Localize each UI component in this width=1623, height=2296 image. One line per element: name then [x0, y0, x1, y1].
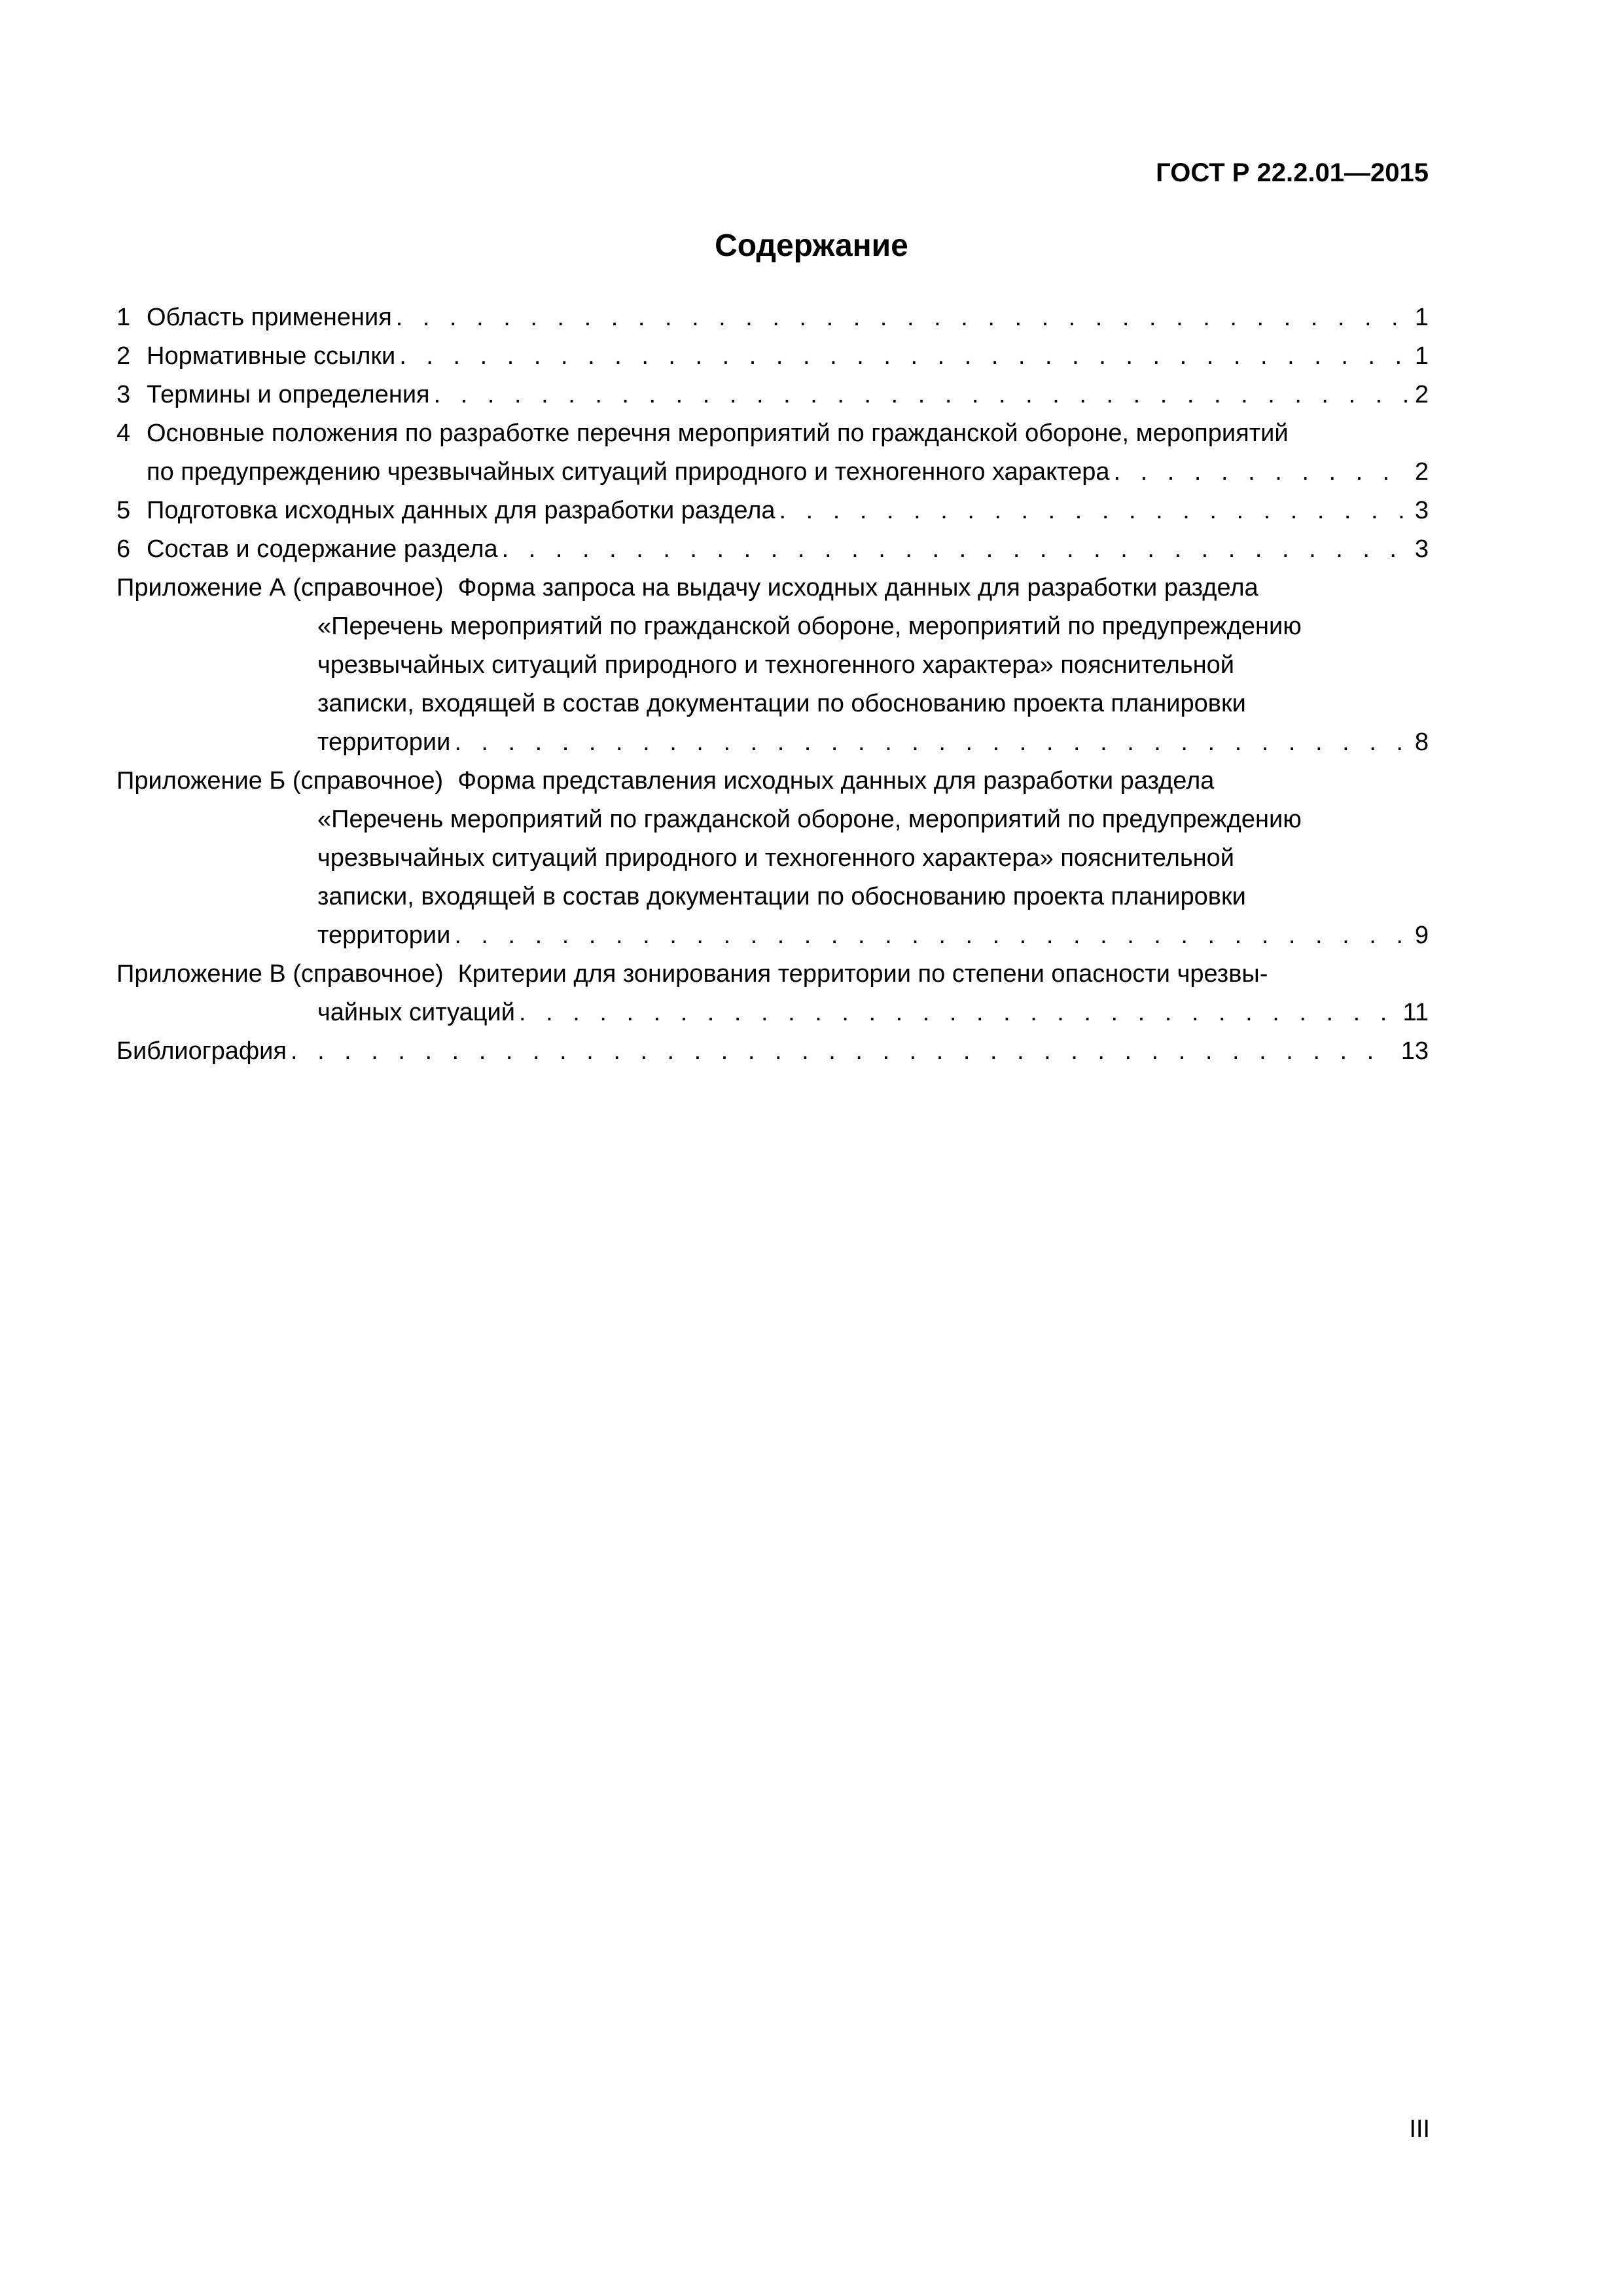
toc-entry-page: 1 [1414, 304, 1429, 331]
toc-entry-number: 1 [116, 304, 131, 331]
appendix-title-continued: территории [317, 728, 451, 756]
toc-entry-title: Состав и содержание раздела [147, 535, 498, 563]
toc-title: Содержание [715, 228, 908, 263]
appendix-title: Форма запроса на выдачу исходных данных для разработки раздела [457, 574, 1258, 601]
toc-entry-5[interactable] [116, 492, 1429, 530]
toc-entry-page: 3 [1414, 535, 1429, 563]
toc-entry-title-continued: по предупреждению чрезвычайных ситуаций природного и техногенного характера [147, 458, 1110, 486]
toc-entry-page: 2 [1414, 458, 1429, 486]
appendix-title-continued: чайных ситуаций [317, 999, 515, 1026]
appendix-title-continued: чрезвычайных ситуаций природного и техногенного характера» пояснительной [317, 651, 1235, 679]
appendix-title-continued: «Перечень мероприятий по гражданской обороне, мероприятий по предупреждению [317, 806, 1302, 833]
toc-entry-title: Подготовка исходных данных для разработки раздела [147, 497, 776, 524]
appendix-title-continued: «Перечень мероприятий по гражданской обороне, мероприятий по предупреждению [317, 613, 1302, 640]
page-number: III [1409, 2115, 1430, 2143]
toc-entry-2[interactable] [116, 337, 1429, 376]
toc-entry-6[interactable] [116, 530, 1429, 569]
toc-entry-page: 11 [1402, 999, 1429, 1026]
toc-entry-title: Нормативные ссылки [147, 342, 396, 370]
dot-leader [776, 492, 1410, 530]
appendix-prefix: Приложение А (справочное) [116, 574, 444, 601]
toc-entry-title: Термины и определения [147, 381, 430, 408]
document-code: ГОСТ Р 22.2.01—2015 [1156, 158, 1429, 187]
table-of-contents [116, 298, 1429, 1071]
toc-entry-1[interactable] [116, 298, 1429, 337]
toc-entry-page: 2 [1414, 381, 1429, 408]
appendix-title-continued: записки, входящей в состав документации по обоснованию проекта планировки [317, 883, 1246, 910]
dot-leader [287, 1032, 1396, 1071]
toc-entry-page: 13 [1400, 1037, 1429, 1065]
appendix-title-continued: записки, входящей в состав документации по обоснованию проекта планировки [317, 690, 1246, 717]
toc-bibliography[interactable] [116, 1032, 1429, 1071]
appendix-title-continued: территории [317, 922, 451, 949]
toc-appendix-v[interactable] [116, 955, 1429, 1032]
toc-entry-page: 9 [1414, 922, 1429, 949]
toc-entry-title: Основные положения по разработке перечня мероприятий по гражданской обороне, мероприятий [147, 420, 1289, 447]
bibliography-title: Библиография [116, 1037, 287, 1065]
appendix-title: Форма представления исходных данных для разработки раздела [457, 767, 1215, 795]
toc-appendix-a[interactable] [116, 569, 1429, 762]
toc-entry-page: 8 [1414, 728, 1429, 756]
toc-entry-page: 1 [1414, 342, 1429, 370]
toc-entry-number: 3 [116, 381, 131, 408]
toc-entry-number: 2 [116, 342, 131, 370]
toc-entry-line [116, 453, 1429, 492]
toc-entry-number: 5 [116, 497, 131, 524]
toc-entry-4[interactable] [116, 414, 1429, 492]
appendix-prefix: Приложение В (справочное) [116, 960, 444, 988]
dot-leader [1110, 453, 1410, 492]
appendix-prefix: Приложение Б (справочное) [116, 767, 444, 795]
toc-entry-3[interactable] [116, 376, 1429, 414]
dot-leader [450, 916, 1410, 955]
toc-entry-number: 6 [116, 535, 131, 563]
dot-leader [450, 723, 1410, 762]
toc-entry-number: 4 [116, 420, 131, 447]
dot-leader [392, 298, 1410, 337]
toc-entry-page: 3 [1414, 497, 1429, 524]
dot-leader [515, 994, 1398, 1032]
appendix-title: Критерии для зонирования территории по степени опасности чрезвы- [457, 960, 1268, 988]
toc-entry-title: Область применения [147, 304, 392, 331]
dot-leader [430, 376, 1410, 414]
toc-entry-line [116, 414, 1429, 453]
dot-leader [395, 337, 1410, 376]
appendix-title-continued: чрезвычайных ситуаций природного и техногенного характера» пояснительной [317, 844, 1235, 872]
toc-appendix-b[interactable] [116, 762, 1429, 955]
dot-leader [498, 530, 1410, 569]
